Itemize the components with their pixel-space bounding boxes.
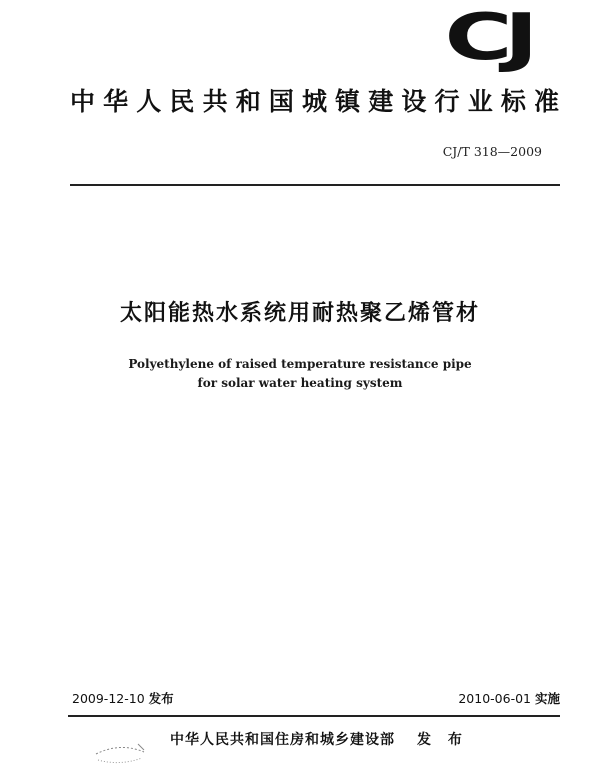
issuer-name: 中华人民共和国住房和城乡建设部 <box>170 732 395 748</box>
title-english-line-1: Polyethylene of raised temperature resistance pipe <box>128 357 472 371</box>
title-chinese: 太阳能热水系统用耐热聚乙烯管材 <box>119 301 480 326</box>
standard-number: CJ/T 318—2009 <box>442 144 542 159</box>
standard-type-heading: 中华人民共和国城镇建设行业标准 <box>70 87 560 116</box>
release-date: 2009-12-10 <box>72 691 145 706</box>
release-date-block <box>72 689 174 707</box>
release-label: 发布 <box>148 691 174 706</box>
implement-date-block <box>458 689 560 707</box>
issuer-line <box>170 729 468 749</box>
stamp-seal-icon <box>92 740 148 766</box>
implement-label: 实施 <box>534 691 560 706</box>
top-divider <box>70 184 560 186</box>
issuer-action: 发 布 <box>417 732 468 748</box>
title-english <box>0 355 600 393</box>
bottom-divider <box>68 715 560 717</box>
cj-logo: CJ <box>444 1 530 75</box>
title-english-line-2: for solar water heating system <box>197 376 403 390</box>
implement-date: 2010-06-01 <box>458 691 531 706</box>
